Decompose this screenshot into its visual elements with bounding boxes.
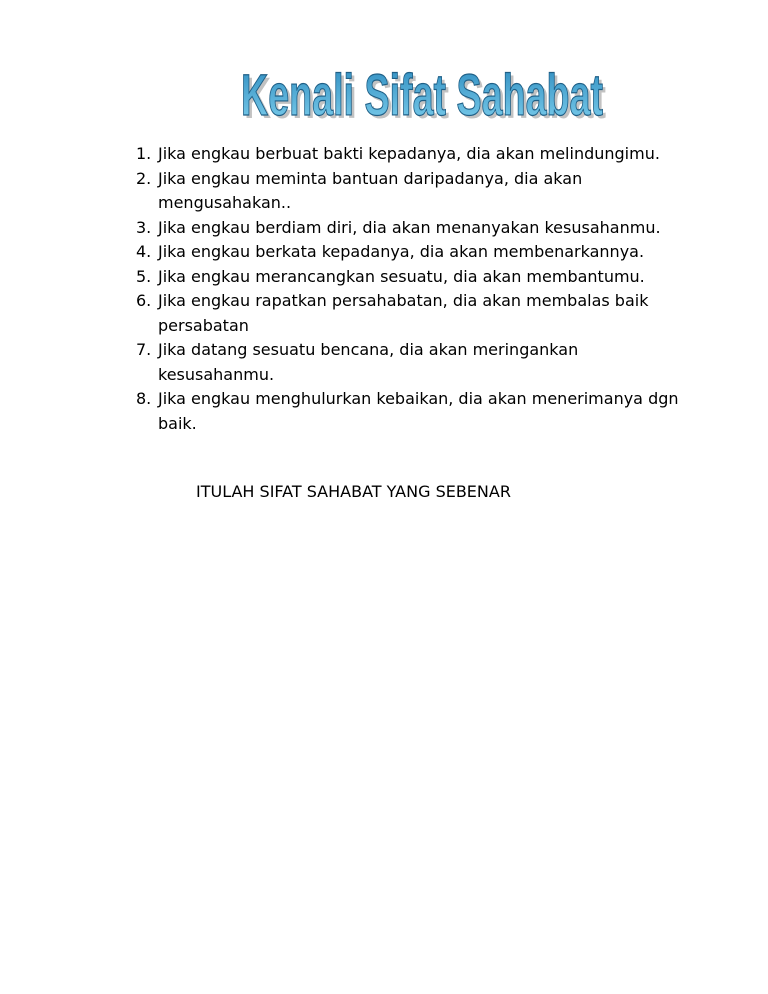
list-item-number: 7. xyxy=(136,340,152,359)
list-item-text: Jika engkau menghulurkan kebaikan, dia akan menerimanya dgn baik. xyxy=(158,389,679,433)
list-item-number: 2. xyxy=(136,168,152,188)
list-item xyxy=(120,265,680,290)
wordart-title-text: Kenali Sifat Sahabat xyxy=(241,63,603,128)
list-item-number: 6. xyxy=(136,291,152,310)
list-item-text: Jika engkau berdiam diri, dia akan menanyakan kesusahanmu. xyxy=(158,217,661,237)
wordart-title-shadow: Kenali Sifat Sahabat xyxy=(244,66,606,131)
list-item-text: Jika engkau berkata kepadanya, dia akan membenarkannya. xyxy=(158,242,645,261)
wordart-title xyxy=(232,52,612,132)
list-item xyxy=(120,142,680,167)
list-item xyxy=(120,167,680,216)
list-item-number: 8. xyxy=(136,389,152,408)
list-item-number: 4. xyxy=(136,242,152,261)
list-item xyxy=(120,387,680,436)
list-item-text: Jika datang sesuatu bencana, dia akan meringankan kesusahanmu. xyxy=(158,340,579,384)
list-item-number: 5. xyxy=(136,266,152,286)
numbered-list xyxy=(120,142,680,436)
list-item xyxy=(120,240,680,265)
list-item-text: Jika engkau merancangkan sesuatu, dia akan membantumu. xyxy=(158,266,645,286)
list-item-number: 1. xyxy=(136,144,152,163)
list-item-text: Jika engkau meminta bantuan daripadanya, dia akan mengusahakan.. xyxy=(158,168,583,212)
closing-statement: ITULAH SIFAT SAHABAT YANG SEBENAR xyxy=(196,482,511,501)
list-item-text: Jika engkau berbuat bakti kepadanya, dia akan melindungimu. xyxy=(158,144,660,163)
list-item-text: Jika engkau rapatkan persahabatan, dia akan membalas baik persabatan xyxy=(158,291,649,335)
list-item xyxy=(120,338,680,387)
list-item-number: 3. xyxy=(136,217,152,237)
list-item xyxy=(120,289,680,338)
list-item xyxy=(120,216,680,241)
